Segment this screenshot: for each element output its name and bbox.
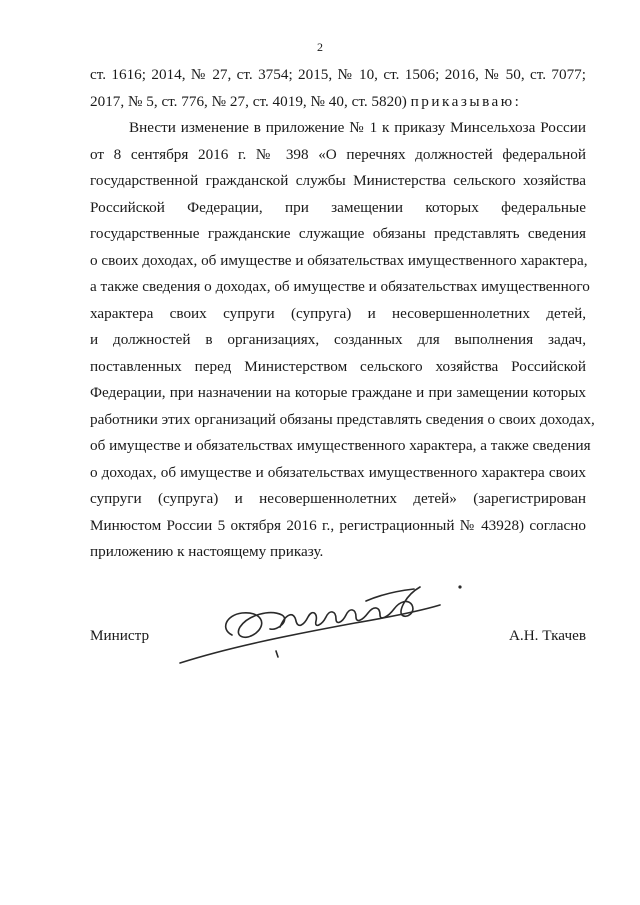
signatory-title: Министр: [90, 627, 150, 644]
signature-strokes: [180, 585, 462, 663]
body-line-17: приложению к настоящему приказу.: [90, 543, 324, 560]
body-line-3: государственной гражданской службы Министерства сельского хозяйства: [90, 172, 586, 189]
body-line-9: и должностей в организациях, созданных для выполнения задач,: [90, 331, 586, 348]
body-line-6: о своих доходах, об имуществе и обязательствах имущественного характера,: [90, 251, 588, 269]
intro-line-2: [90, 89, 586, 116]
intro-paragraph: [90, 62, 586, 115]
body-line-5: государственные гражданские служащие обязаны представлять сведения: [90, 225, 586, 242]
intro-line-1: ст. 1616; 2014, № 27, ст. 3754; 2015, № 10, ст. 1506; 2016, № 50, ст. 7077;: [90, 66, 586, 83]
intro-line-2-text: 2017, № 5, ст. 776, № 27, ст. 4019, № 40, ст. 5820): [90, 92, 411, 110]
order-keyword: приказываю:: [410, 92, 522, 110]
body-line-1: Внести изменение в приложение № 1 к приказу Минсельхоза России: [129, 119, 586, 136]
body-line-10: поставленных перед Министерством сельского хозяйства Российской: [90, 357, 586, 375]
signature-initials: [226, 613, 285, 638]
body-line-13: об имуществе и обязательствах имущественного характера, а также сведения: [90, 437, 591, 454]
body-line-8: характера своих супруги (супруга) и несовершеннолетних детей,: [90, 304, 586, 322]
body-line-2: от 8 сентября 2016 г. № 398 «О перечнях должностей федеральной: [90, 145, 586, 163]
signature-body: [280, 587, 420, 627]
signature-dot: [458, 585, 461, 588]
page-number: 2: [317, 40, 323, 54]
body-line-11: Федерации, при назначении на которые граждане и при замещении которых: [90, 384, 586, 401]
body-line-16: Минюстом России 5 октября 2016 г., регистрационный № 43928) согласно: [90, 516, 586, 534]
body-line-14: о доходах, об имуществе и обязательствах имущественного характера своих: [90, 463, 586, 481]
body-line-7: а также сведения о доходах, об имуществе и обязательствах имущественного: [90, 278, 590, 295]
signatory-name: А.Н. Ткачев: [508, 627, 586, 644]
signature-tick: [276, 651, 278, 657]
handwritten-signature: [170, 565, 480, 685]
body-line-15: супруги (супруга) и несовершеннолетних детей» (зарегистрирован: [90, 490, 586, 507]
body-line-12: работники этих организаций обязаны представлять сведения о своих доходах,: [90, 410, 595, 428]
body-line-4: Российской Федерации, при замещении которых федеральные: [90, 198, 586, 216]
order-paragraph: [90, 115, 595, 566]
